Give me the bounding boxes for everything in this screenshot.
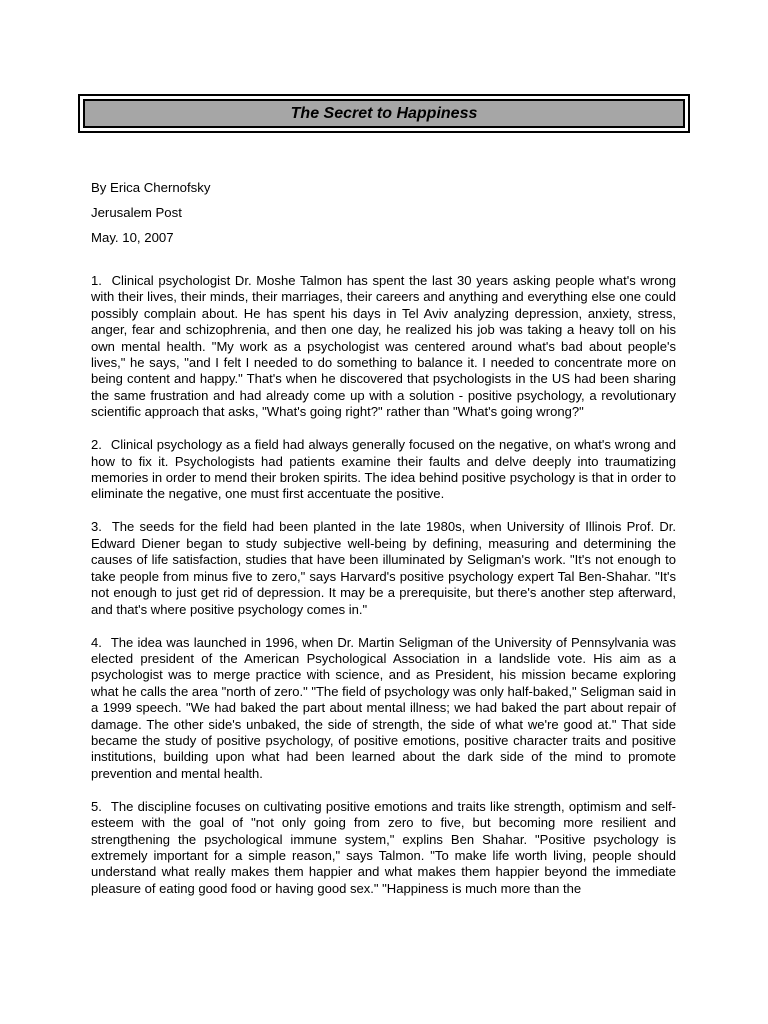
paragraph-number: 2. <box>91 437 102 453</box>
publication: Jerusalem Post <box>91 205 182 220</box>
title-banner <box>83 99 685 128</box>
title-box <box>78 94 690 133</box>
publication-date: May. 10, 2007 <box>91 230 174 245</box>
paragraph-text: Clinical psychology as a field had always generally focused on the negative, on what's wrong and how to fix it. Psychologists had patients examine their faults and delve deeply into traumatizing memories in order to mend their broken spirits. The idea behind positive psychology is that in order to eliminate the negative, one must first accentuate the positive. <box>91 437 677 502</box>
article-body <box>91 273 676 914</box>
paragraph-text: The idea was launched in 1996, when Dr. Martin Seligman of the University of Pennsylvania was elected president of the American Psychological Association in a landslide vote. His aim as a psychologist was to merge practice with science, and as President, his mission became exploring what he calls the area "north of zero." "The field of psychology was only half-baked," Seligman said in a 1999 speech. "We had baked the part about mental illness; we had baked the part about repair of damage. The other side's unbaked, the side of strength, the side of what we're good at." That side became the study of positive psychology, of positive emotions, positive character traits and positive institutions, building upon what had been learned about the dark side of the mind to promote prevention and mental health. <box>91 634 676 781</box>
paragraph-4 <box>91 635 676 783</box>
paragraph-text: Clinical psychologist Dr. Moshe Talmon has spent the last 30 years asking people what's wrong with their lives, their minds, their marriages, their careers and anything and everything else one could possibly complain about. He has spent his days in Tel Aviv analyzing depression, anxiety, stress, anger, fear and schizophrenia, and then one day, he realized his job was taking a heavy toll on his own mental health. "My work as a psychologist was centered around what's bad about people's lives," he says, "and I felt I needed to do something to balance it. I needed to concentrate more on being content and happy." That's when he discovered that psychologists in the US had been sharing the same frustration and had already come up with a solution - positive psychology, a revolutionary scientific approach that asks, "What's going right?" rather than "What's going wrong?" <box>91 273 677 420</box>
article-meta <box>91 175 210 250</box>
paragraph-number: 5. <box>91 798 102 814</box>
paragraph-2 <box>91 437 676 503</box>
paragraph-3 <box>91 519 676 617</box>
paragraph-text: The seeds for the field had been planted in the late 1980s, when University of Illinois Prof. Dr. Edward Diener began to study subjective well-being by defining, measuring and determining the causes of life satisfaction, studies that have been illuminated by Seligman's work. "It's not enough to take people from minus five to zero," says Harvard's positive psychology expert Tal Ben-Shahar. "It's not enough to just get rid of depression. It may be a prerequisite, but there's another step afterward, and that's where positive psychology comes in." <box>91 519 676 617</box>
paragraph-number: 3. <box>91 519 102 535</box>
paragraph-5 <box>91 799 676 897</box>
paragraph-text: The discipline focuses on cultivating positive emotions and traits like strength, optimism and self-esteem with the goal of "not only going from zero to five, but becoming more resilient and strengthening the psychological immune system," explins Ben Shahar. "Positive psychology is extremely important for a simple reason," says Talmon. "To make life worth living, people should understand what really makes them happier and what makes them happier beyond the immediate pleasure of eating good food or having good sex." "Happiness is much more than the <box>91 798 677 896</box>
paragraph-number: 4. <box>91 634 102 650</box>
document-title: The Secret to Happiness <box>290 104 478 122</box>
paragraph-1 <box>91 273 676 421</box>
byline: By Erica Chernofsky <box>91 180 211 195</box>
paragraph-number: 1. <box>91 273 102 288</box>
